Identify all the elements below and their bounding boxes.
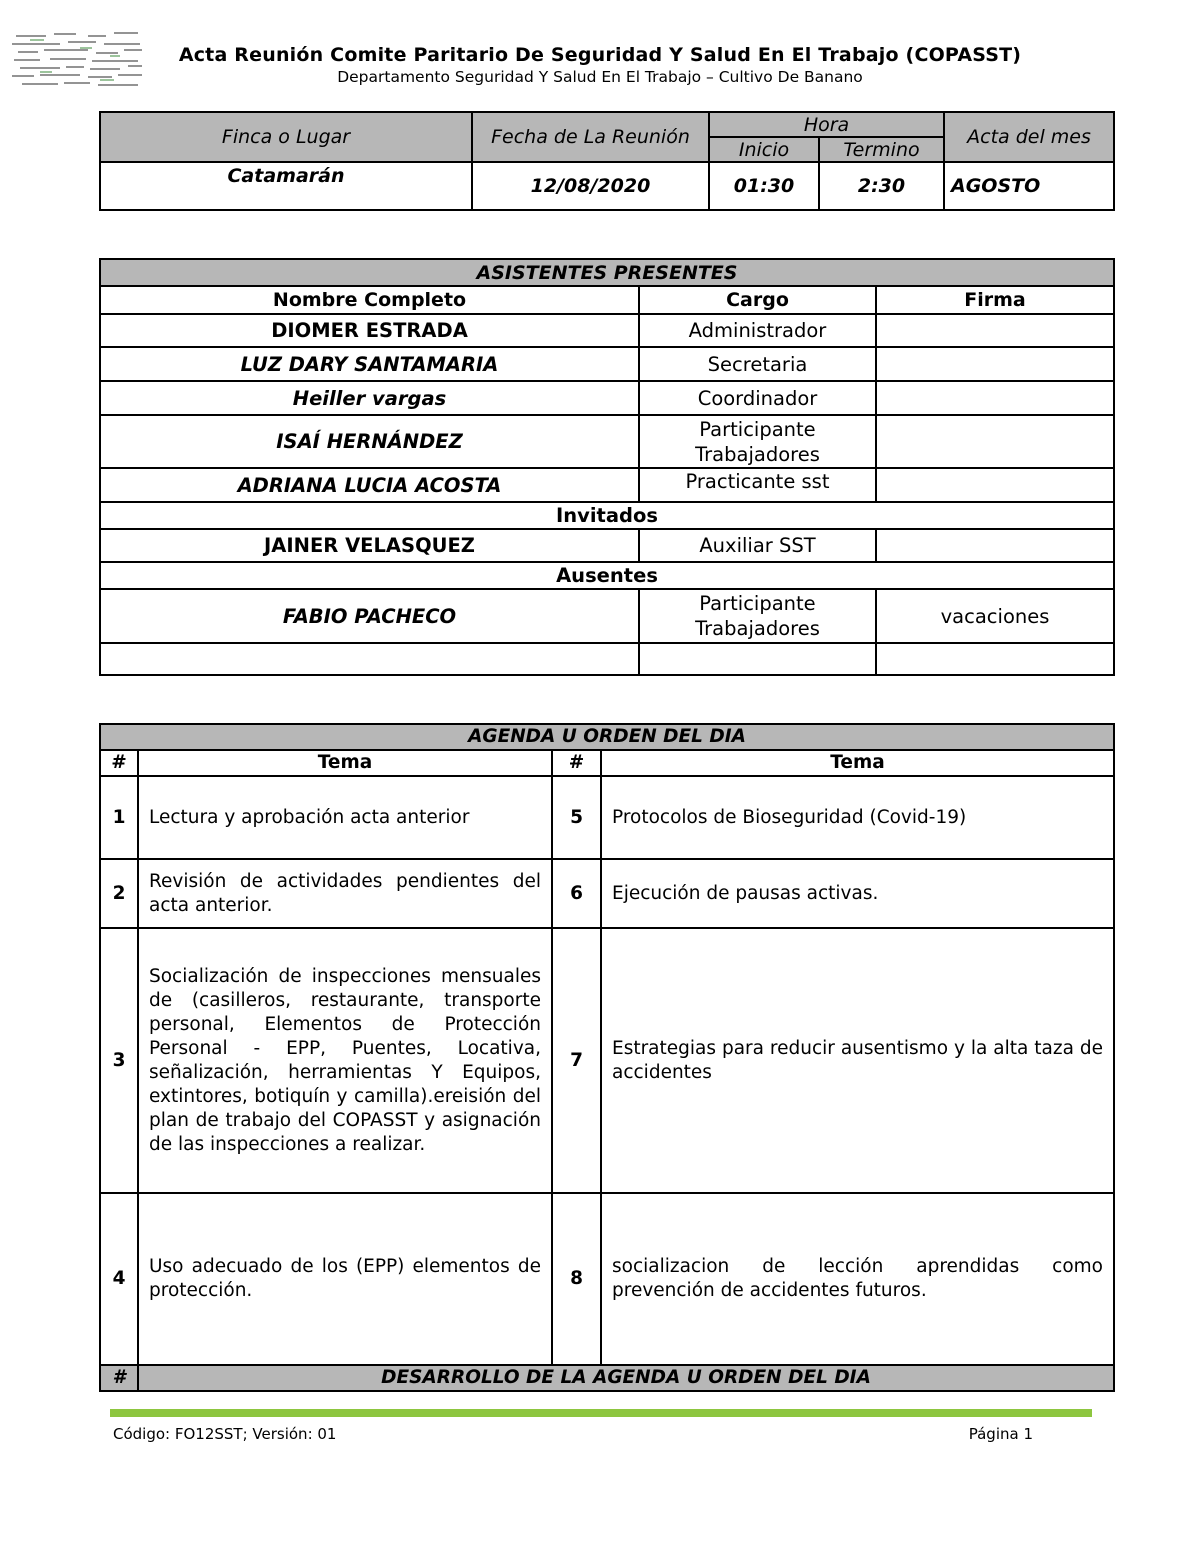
guest-signature — [876, 529, 1114, 562]
col-topic-header: Tema — [138, 750, 552, 776]
agenda-item-number: 3 — [100, 928, 138, 1193]
month-label: Acta del mes — [944, 112, 1114, 162]
place-value: Catamarán — [100, 162, 472, 210]
agenda-item-number: 6 — [552, 859, 601, 928]
footer-divider — [110, 1409, 1092, 1417]
document-title: Acta Reunión Comite Paritario De Seguridad Y Salud En El Trabajo (COPASST) — [178, 44, 1022, 66]
agenda-item-topic: socializacion de lección aprendidas como prevención de accidentes futuros. — [601, 1193, 1114, 1365]
attendee-name: ISAÍ HERNÁNDEZ — [100, 415, 639, 468]
guest-role: Auxiliar SST — [639, 529, 876, 562]
agenda-item-topic: Lectura y aprobación acta anterior — [138, 776, 552, 859]
start-label: Inicio — [709, 137, 819, 162]
agenda-item-number: 4 — [100, 1193, 138, 1365]
absent-name: FABIO PACHECO — [100, 589, 639, 643]
attendee-role: Administrador — [639, 314, 876, 347]
agenda-item-topic: Revisión de actividades pendientes del acta anterior. — [138, 859, 552, 928]
company-logo — [10, 26, 150, 92]
col-num-header: # — [100, 750, 138, 776]
agenda-item-number: 7 — [552, 928, 601, 1193]
col-num-header: # — [552, 750, 601, 776]
month-value: AGOSTO — [944, 162, 1114, 210]
development-title: DESARROLLO DE LA AGENDA U ORDEN DEL DIA — [138, 1365, 1114, 1391]
page-number: Página 1 — [968, 1425, 1033, 1443]
attendee-name: LUZ DARY SANTAMARIA — [100, 347, 639, 381]
attendee-name: Heiller vargas — [100, 381, 639, 415]
absent-reason: vacaciones — [876, 589, 1114, 643]
col-sign-header: Firma — [876, 286, 1114, 314]
attendee-signature — [876, 347, 1114, 381]
table-row — [100, 643, 1114, 675]
table-row — [100, 589, 1114, 643]
attendee-role: Participante Trabajadores — [639, 415, 876, 468]
agenda-item-topic: Estrategias para reducir ausentismo y la alta taza de accidentes — [601, 928, 1114, 1193]
agenda-title: AGENDA U ORDEN DEL DIA — [100, 724, 1114, 750]
table-row — [100, 1193, 1114, 1365]
attendee-signature — [876, 468, 1114, 502]
end-label: Termino — [819, 137, 944, 162]
agenda-item-number: 1 — [100, 776, 138, 859]
agenda-item-number: 2 — [100, 859, 138, 928]
table-row — [100, 347, 1114, 381]
agenda-table — [99, 723, 1115, 1392]
table-row — [100, 415, 1114, 468]
agenda-item-number: 5 — [552, 776, 601, 859]
agenda-item-topic: Uso adecuado de los (EPP) elementos de protección. — [138, 1193, 552, 1365]
attendee-role: Secretaria — [639, 347, 876, 381]
absent-section-label: Ausentes — [100, 562, 1114, 589]
agenda-item-topic: Ejecución de pausas activas. — [601, 859, 1114, 928]
date-label: Fecha de La Reunión — [472, 112, 709, 162]
attendee-name: ADRIANA LUCIA ACOSTA — [100, 468, 639, 502]
attendee-name: DIOMER ESTRADA — [100, 314, 639, 347]
document-subtitle: Departamento Seguridad Y Salud En El Trabajo – Cultivo De Banano — [337, 68, 863, 86]
place-label: Finca o Lugar — [100, 112, 472, 162]
attendee-signature — [876, 381, 1114, 415]
development-num-header: # — [100, 1365, 138, 1391]
table-row — [100, 468, 1114, 502]
agenda-item-topic: Socialización de inspecciones mensuales de (casilleros, restaurante, transporte personal, Elementos de Protección Personal - EPP, Puentes, Locativa, señalización, herramientas Y Equipos, extintores, botiquín y camilla).ereisión del plan de trabajo del COPASST y asignación de las inspecciones a realizar. — [138, 928, 552, 1193]
attendees-title: ASISTENTES PRESENTES — [100, 259, 1114, 286]
table-row — [100, 928, 1114, 1193]
absent-role: Participante Trabajadores — [639, 589, 876, 643]
date-value: 12/08/2020 — [472, 162, 709, 210]
attendees-table — [99, 258, 1115, 676]
empty-cell — [876, 643, 1114, 675]
guest-name: JAINER VELASQUEZ — [100, 529, 639, 562]
table-row — [100, 776, 1114, 859]
empty-cell — [100, 643, 639, 675]
agenda-item-topic: Protocolos de Bioseguridad (Covid-19) — [601, 776, 1114, 859]
col-name-header: Nombre Completo — [100, 286, 639, 314]
guests-section-label: Invitados — [100, 502, 1114, 529]
start-value: 01:30 — [709, 162, 819, 210]
attendee-signature — [876, 415, 1114, 468]
table-row — [100, 859, 1114, 928]
col-topic-header: Tema — [601, 750, 1114, 776]
meeting-info-table — [99, 111, 1115, 211]
table-row — [100, 314, 1114, 347]
col-role-header: Cargo — [639, 286, 876, 314]
document-code: Código: FO12SST; Versión: 01 — [113, 1425, 337, 1443]
end-value: 2:30 — [819, 162, 944, 210]
table-row — [100, 381, 1114, 415]
agenda-item-number: 8 — [552, 1193, 601, 1365]
attendee-signature — [876, 314, 1114, 347]
empty-cell — [639, 643, 876, 675]
table-row — [100, 529, 1114, 562]
time-label: Hora — [709, 112, 944, 137]
attendee-role: Practicante sst — [639, 468, 876, 502]
attendee-role: Coordinador — [639, 381, 876, 415]
